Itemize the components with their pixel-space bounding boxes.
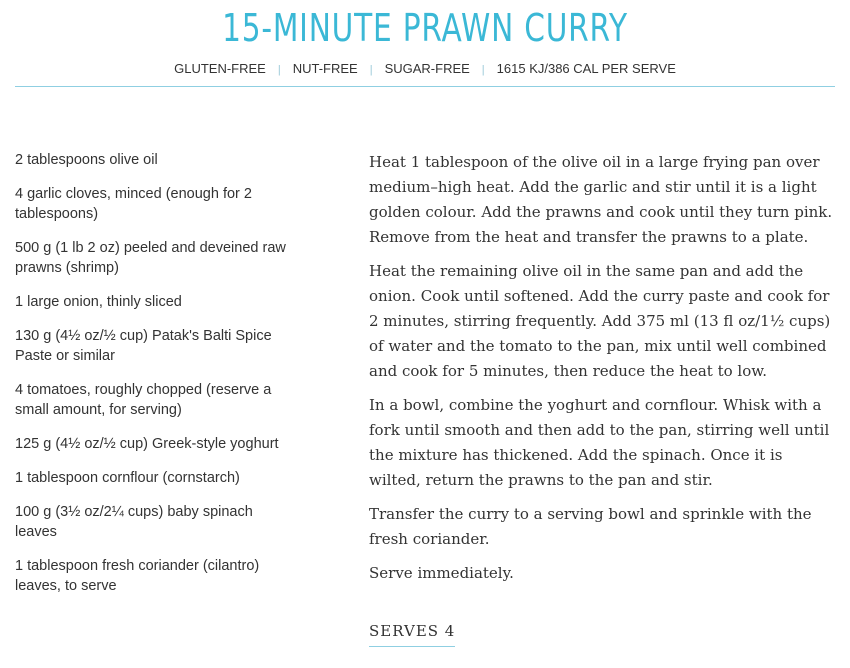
ingredient-item: 500 g (1 lb 2 oz) peeled and deveined raw prawns (shrimp)	[15, 240, 286, 276]
tag-gluten-free: GLUTEN-FREE	[174, 61, 266, 76]
method-step: Heat the remaining olive oil in the same pan and add the onion. Cook until softened. Add the curry paste and cook for 2 minutes, stirring frequently. Add 375 ml (13 fl oz/1½ cups) of water and the tomato to the pan, mix until well combined and cook for 5 minutes, then reduce the heat to low.	[369, 262, 831, 380]
tag-sugar-free: SUGAR-FREE	[384, 61, 470, 76]
ingredient-item: 130 g (4½ oz/½ cup) Patak's Balti Spice Paste or similar	[15, 328, 272, 364]
ingredient-item: 125 g (4½ oz/½ cup) Greek-style yoghurt	[15, 436, 279, 452]
ingredient-item: 4 garlic cloves, minced (enough for 2 tablespoons)	[15, 186, 252, 222]
ingredients-list	[15, 150, 315, 610]
method-step: In a bowl, combine the yoghurt and cornflour. Whisk with a fork until smooth and then add to the pan, stirring well until the mixture has thickened. Add the spinach. Once it is wilted, return the prawns to the pan and stir.	[369, 396, 830, 489]
ingredient-item: 2 tablespoons olive oil	[15, 152, 158, 168]
tag-separator: |	[369, 64, 373, 76]
ingredient-item: 1 tablespoon cornflour (cornstarch)	[15, 470, 240, 486]
dietary-tags	[0, 61, 850, 76]
ingredient-item: 100 g (3½ oz/2¼ cups) baby spinach leaves	[15, 504, 253, 540]
method-steps	[369, 150, 837, 595]
ingredient-item: 1 tablespoon fresh coriander (cilantro) leaves, to serve	[15, 558, 260, 594]
serves-label: SERVES 4	[369, 622, 455, 647]
ingredient-item: 4 tomatoes, roughly chopped (reserve a small amount, for serving)	[15, 382, 272, 418]
ingredient-item: 1 large onion, thinly sliced	[15, 294, 182, 310]
method-step: Transfer the curry to a serving bowl and sprinkle with the fresh coriander.	[369, 505, 812, 548]
tag-energy: 1615 KJ/386 CAL PER SERVE	[496, 61, 676, 76]
tag-separator: |	[481, 64, 485, 76]
recipe-title: 15-MINUTE PRAWN CURRY	[222, 6, 628, 50]
method-step: Heat 1 tablespoon of the olive oil in a large frying pan over medium–high heat. Add the garlic and stir until it is a light golden colour. Add the prawns and cook until they turn pink. Remove from the heat and transfer the prawns to a plate.	[369, 153, 833, 246]
tag-nut-free: NUT-FREE	[292, 61, 358, 76]
tag-separator: |	[277, 64, 281, 76]
method-step: Serve immediately.	[369, 564, 514, 582]
header-divider	[15, 86, 835, 87]
